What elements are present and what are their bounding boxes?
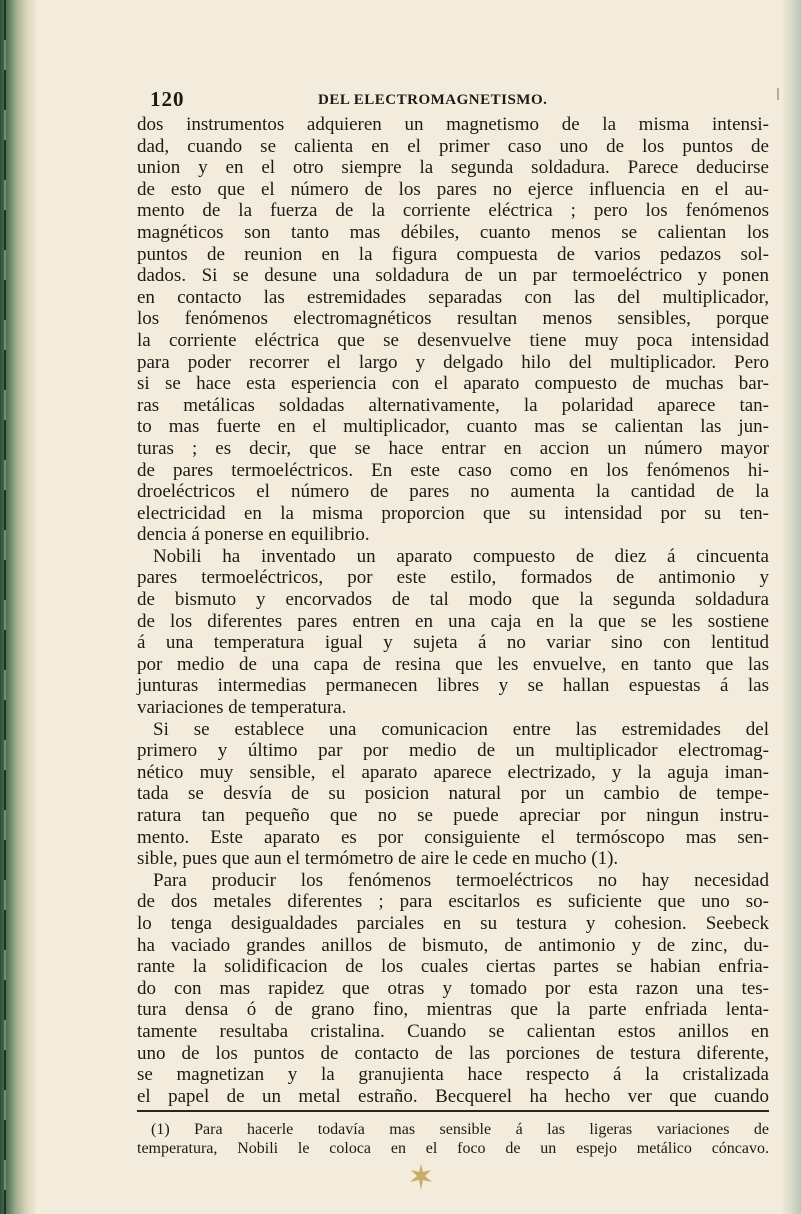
text-line: puntos de reunion en la figura compuesta de varios pedazos sol-	[137, 243, 769, 265]
footnote	[137, 1120, 769, 1158]
text-line: mento de la fuerza de la corriente eléctrica ; pero los fenómenos	[137, 200, 769, 222]
text-line: los fenómenos electromagnéticos resultan menos sensibles, porque	[137, 308, 769, 330]
footnote-line: temperatura, Nobili le coloca en el foco de un espejo metálico cóncavo.	[137, 1140, 769, 1157]
text-line: ha vaciado grandes anillos de bismuto, de antimonio y de zinc, du-	[137, 934, 769, 956]
text-line: de los diferentes pares entren en una caja en la que se les sostiene	[137, 610, 769, 632]
text-line: lo tenga desigualdades parciales en su testura y cohesion. Seebeck	[137, 912, 769, 934]
paragraph-start: Si se establece una comunicacion entre las estremidades del	[153, 718, 769, 740]
paragraph-start: Para producir los fenómenos termoeléctricos no hay necesidad	[153, 869, 769, 891]
text-line: de bismuto y encorvados de tal modo que la segunda soldadura	[137, 589, 769, 611]
text-line: union y en el otro siempre la segunda soldadura. Parece deducirse	[137, 157, 769, 179]
text-line: para poder recorrer el largo y delgado hilo del multiplicador. Pero	[137, 351, 769, 373]
text-line: mento. Este aparato es por consiguiente el termóscopo mas sen-	[137, 826, 769, 848]
text-line: rante la solidificacion de los cuales ciertas partes se habian enfria-	[137, 956, 769, 978]
text-line: turas ; es decir, que se hace entrar en accion un número mayor	[137, 437, 769, 459]
text-line: de esto que el número de los pares no ejerce influencia en el au-	[137, 178, 769, 200]
ornament-icon	[408, 1162, 434, 1192]
footnote-rule	[137, 1110, 769, 1112]
text-line: tura densa ó de grano fino, mientras que la parte enfriada lenta-	[137, 999, 769, 1021]
text-line: pares termoeléctricos, por este estilo, formados de antimonio y	[137, 567, 769, 589]
text-line: dencia á ponerse en equilibrio.	[137, 524, 370, 546]
book-gutter	[0, 0, 36, 1214]
body-text	[137, 114, 769, 1107]
text-line: dados. Si se desune una soldadura de un par termoeléctrico y ponen	[137, 265, 769, 287]
text-line: tada se desvía de su posicion natural por un cambio de tempe-	[137, 783, 769, 805]
paragraph-start: Nobili ha inventado un aparato compuesto de diez á cincuenta	[153, 545, 769, 567]
page-header	[150, 87, 710, 111]
ink-mark	[777, 88, 779, 100]
text-line: electricidad en la misma proporcion que su intensidad por su ten-	[137, 502, 769, 524]
text-line: de dos metales diferentes ; para escitarlos es suficiente que uno so-	[137, 891, 769, 913]
text-line: la corriente eléctrica que se desenvuelve tiene muy poca intensidad	[137, 329, 769, 351]
running-head: DEL ELECTROMAGNETISMO.	[318, 92, 548, 108]
text-line: uno de los puntos de contacto de las porciones de testura diferente,	[137, 1042, 769, 1064]
text-line: á una temperatura igual y sujeta á no variar sino con lentitud	[137, 632, 769, 654]
text-line: variaciones de temperatura.	[137, 697, 347, 719]
text-line: junturas intermedias permanecen libres y se hallan espuestas á las	[137, 675, 769, 697]
text-line: de pares termoeléctricos. En este caso como en los fenómenos hi-	[137, 459, 769, 481]
text-line: magnéticos son tanto mas débiles, cuanto menos se calientan los	[137, 221, 769, 243]
page-number: 120	[150, 87, 185, 111]
text-line: ras metálicas soldadas alternativamente, la polaridad aparece tan-	[137, 394, 769, 416]
footnote-line: (1) Para hacerle todavía mas sensible á las ligeras variaciones de	[151, 1121, 769, 1138]
text-line: por medio de una capa de resina que les envuelve, en tanto que las	[137, 653, 769, 675]
text-line: do con mas rapidez que otras y tomado por esta razon una tes-	[137, 977, 769, 999]
page-edge	[783, 0, 801, 1214]
text-line: si se hace esta esperiencia con el aparato compuesto de muchas bar-	[137, 373, 769, 395]
text-line: nético muy sensible, el aparato aparece electrizado, y la aguja iman-	[137, 761, 769, 783]
text-line: dad, cuando se calienta en el primer caso uno de los puntos de	[137, 135, 769, 157]
text-line: en contacto las estremidades separadas con las del multiplicador,	[137, 286, 769, 308]
text-line: to mas fuerte en el multiplicador, cuanto mas se calientan las jun-	[137, 416, 769, 438]
text-line: droeléctricos el número de pares no aumenta la cantidad de la	[137, 481, 769, 503]
text-line: ratura tan pequeño que no se puede apreciar por ningun instru-	[137, 805, 769, 826]
text-line: el papel de un metal estraño. Becquerel ha hecho ver que cuando	[137, 1085, 769, 1107]
text-line: sible, pues que aun el termómetro de aire le cede en mucho (1).	[137, 848, 619, 870]
text-line: dos instrumentos adquieren un magnetismo de la misma intensi-	[137, 114, 769, 135]
text-line: tamente resultaba cristalina. Cuando se calientan estos anillos en	[137, 1020, 769, 1042]
text-line: primero y último par por medio de un multiplicador electromag-	[137, 740, 769, 762]
text-line: se magnetizan y la granujienta hace respecto á la cristalizada	[137, 1064, 769, 1086]
